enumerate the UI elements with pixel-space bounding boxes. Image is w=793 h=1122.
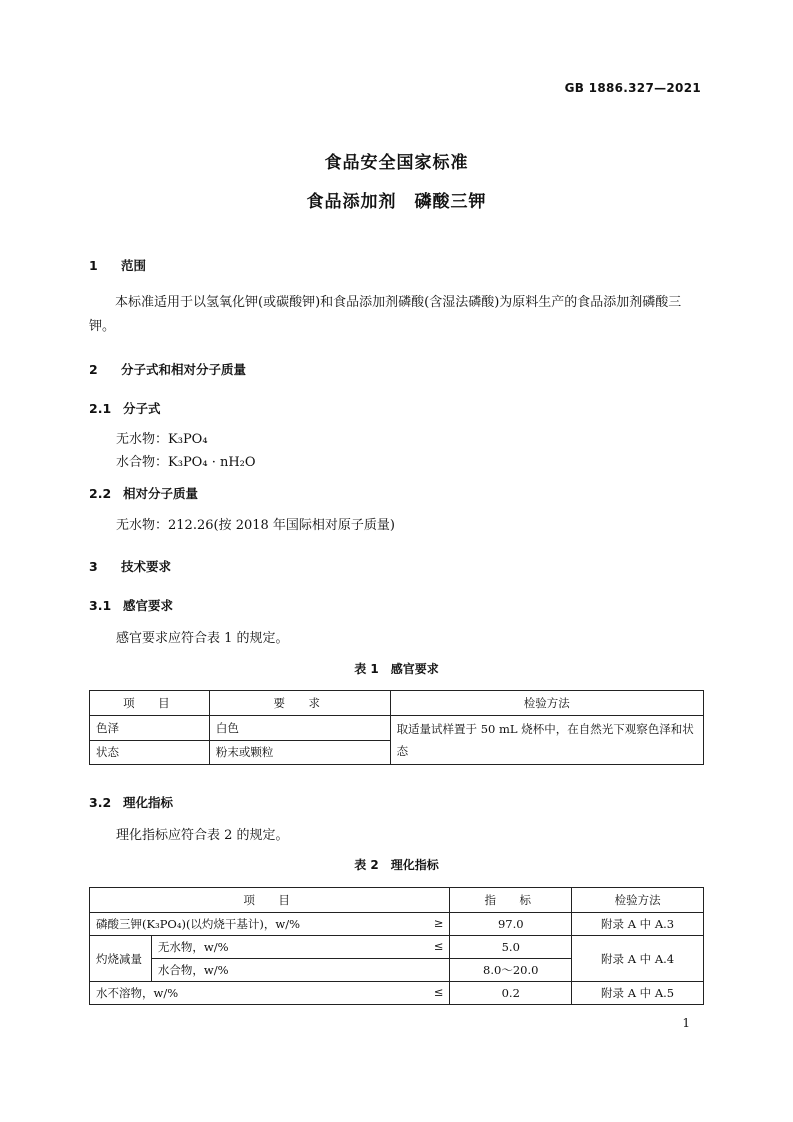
formula-value: K₃PO₄ · nH₂O <box>168 455 256 470</box>
table-header-row <box>90 691 704 716</box>
method-cell: 取适量试样置于 50 mL 烧杯中，在自然光下观察色泽和状态 <box>390 716 703 765</box>
physchem-reference-line: 理化指标应符合表 2 的规定。 <box>116 828 289 843</box>
relation-symbol: ≤ <box>433 985 444 999</box>
table-row <box>90 913 704 936</box>
item-cell: 水合物，w/% <box>151 959 449 982</box>
sensory-requirements-table <box>89 690 704 765</box>
value-cell: 5.0 <box>450 936 572 959</box>
method-cell: 附录 A 中 A.3 <box>572 913 704 936</box>
section-number: 1 <box>89 258 98 273</box>
section-heading-3-2 <box>89 793 173 811</box>
section-title: 分子式和相对分子质量 <box>121 362 247 377</box>
value-cell: 8.0～20.0 <box>450 959 572 982</box>
requirement-cell: 粉末或颗粒 <box>209 740 390 765</box>
section-heading-2-1 <box>89 399 161 417</box>
section-number: 3 <box>89 559 98 574</box>
table-row <box>90 982 704 1005</box>
section-number: 2.1 <box>89 401 112 416</box>
item-cell <box>151 936 449 959</box>
section-heading-3-1 <box>89 596 173 614</box>
table-header-row <box>90 888 704 913</box>
table-header-cell: 检验方法 <box>572 888 704 913</box>
section-heading-1 <box>89 256 146 274</box>
method-cell: 附录 A 中 A.4 <box>572 936 704 982</box>
sensory-reference-line: 感官要求应符合表 1 的规定。 <box>116 631 289 646</box>
requirement-cell: 白色 <box>209 716 390 741</box>
product-title: 食品添加剂 磷酸三钾 <box>306 192 487 212</box>
document-code: GB 1886.327—2021 <box>564 81 701 95</box>
section-title: 范围 <box>121 258 147 273</box>
section-number: 3.1 <box>89 598 112 613</box>
table-row <box>90 716 704 741</box>
item-label: 磷酸三钾(K₃PO₄)(以灼烧干基计)，w/% <box>96 917 301 931</box>
item-label: 水不溶物，w/% <box>96 986 179 1000</box>
group-cell: 灼烧减量 <box>90 936 152 982</box>
physicochemical-table <box>89 887 704 1005</box>
table2-caption: 表 2 理化指标 <box>354 858 439 872</box>
item-cell: 状态 <box>90 740 210 765</box>
table-header-cell: 检验方法 <box>390 691 703 716</box>
standard-title: 食品安全国家标准 <box>324 153 469 173</box>
item-label: 无水物，w/% <box>157 940 229 954</box>
section-number: 2.2 <box>89 486 112 501</box>
table-header-cell: 要 求 <box>209 691 390 716</box>
table-header-cell: 项 目 <box>90 888 450 913</box>
section-number: 3.2 <box>89 795 112 810</box>
relation-symbol: ≥ <box>433 916 444 930</box>
value-cell: 97.0 <box>450 913 572 936</box>
section-title: 分子式 <box>123 401 161 416</box>
hydrate-formula-line <box>116 451 256 470</box>
table-row <box>90 936 704 959</box>
anhydrous-formula-line <box>116 428 208 447</box>
section-title: 感官要求 <box>123 598 174 613</box>
section-title: 相对分子质量 <box>123 486 199 501</box>
section-title: 技术要求 <box>121 559 172 574</box>
section-heading-3 <box>89 557 171 575</box>
formula-value: K₃PO₄ <box>168 432 208 447</box>
table1-caption: 表 1 感官要求 <box>354 662 439 676</box>
table-header-cell: 项 目 <box>90 691 210 716</box>
molecular-mass-line: 无水物：212.26(按 2018 年国际相对原子质量) <box>116 518 395 533</box>
method-cell: 附录 A 中 A.5 <box>572 982 704 1005</box>
formula-label: 无水物： <box>116 432 169 447</box>
section-title: 理化指标 <box>123 795 174 810</box>
section-heading-2 <box>89 360 246 378</box>
item-cell: 色泽 <box>90 716 210 741</box>
relation-symbol: ≤ <box>433 939 444 953</box>
value-cell: 0.2 <box>450 982 572 1005</box>
formula-label: 水合物： <box>116 455 169 470</box>
section-number: 2 <box>89 362 98 377</box>
page-number: 1 <box>682 1016 690 1030</box>
section-heading-2-2 <box>89 484 198 502</box>
table-header-cell: 指 标 <box>450 888 572 913</box>
item-cell <box>90 913 450 936</box>
scope-paragraph: 本标准适用于以氢氧化钾(或碳酸钾)和食品添加剂磷酸(含湿法磷酸)为原料生产的食品添加剂磷酸三钾。 <box>89 295 682 334</box>
item-cell <box>90 982 450 1005</box>
